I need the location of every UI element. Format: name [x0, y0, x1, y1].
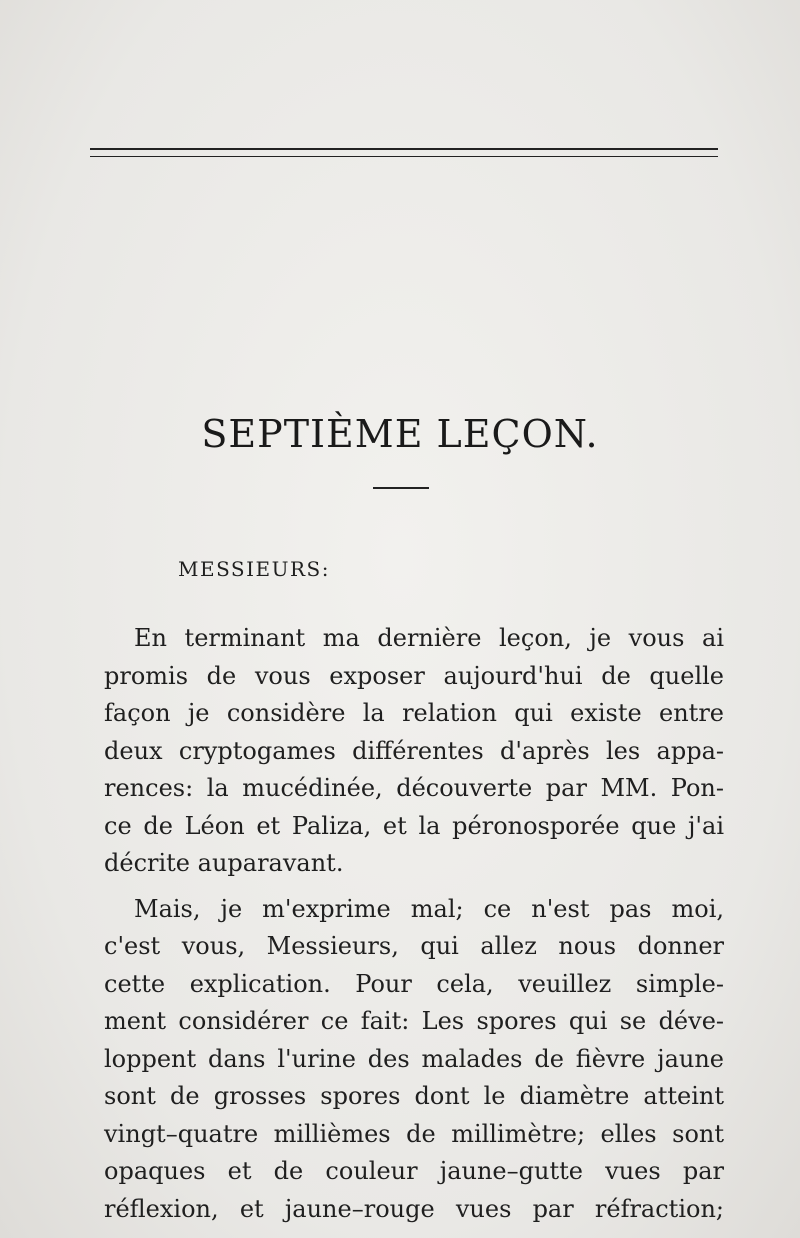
text-line: En terminant ma dernière leçon, je vous ai [134, 624, 724, 652]
text-line: cette explication. Pour cela, veuillez simple- [104, 969, 724, 998]
text-line: loppent dans l'urine des malades de fièvre jaune [104, 1044, 724, 1073]
chapter-heading: SEPTIÈME LEÇON. [201, 412, 599, 456]
text-line: Mais, je m'exprime mal; ce n'est pas moi, [134, 894, 724, 923]
header-rule [90, 148, 718, 150]
salutation: MESSIEURS: [178, 557, 330, 581]
text-line: rences: la mucédinée, découverte par MM. Pon- [104, 774, 724, 802]
text-line: réflexion, et jaune–rouge vues par réfraction; [104, 1194, 724, 1223]
text-line: opaques et de couleur jaune–gutte vues par [104, 1157, 724, 1185]
text-line: ment considérer ce fait: Les spores qui se déve- [104, 1007, 724, 1035]
heading-divider [373, 487, 429, 489]
paragraph [104, 891, 724, 1229]
text-line: façon je considère la relation qui existe entre [104, 699, 724, 727]
text-line: deux cryptogames différentes d'après les appa- [104, 736, 724, 765]
paragraph [104, 620, 724, 883]
text-line: sont de grosses spores dont le diamètre atteint [104, 1082, 724, 1110]
text-line: vingt–quatre millièmes de millimètre; elles sont [104, 1119, 724, 1148]
body-text [104, 620, 724, 1228]
header-rule-thin [90, 156, 718, 157]
text-line: promis de vous exposer aujourd'hui de quelle [104, 661, 724, 690]
text-line: c'est vous, Messieurs, qui allez nous donner [104, 932, 724, 960]
text-line: décrite auparavant. [104, 849, 344, 877]
text-line: ce de Léon et Paliza, et la péronosporée que j'ai [104, 811, 724, 840]
